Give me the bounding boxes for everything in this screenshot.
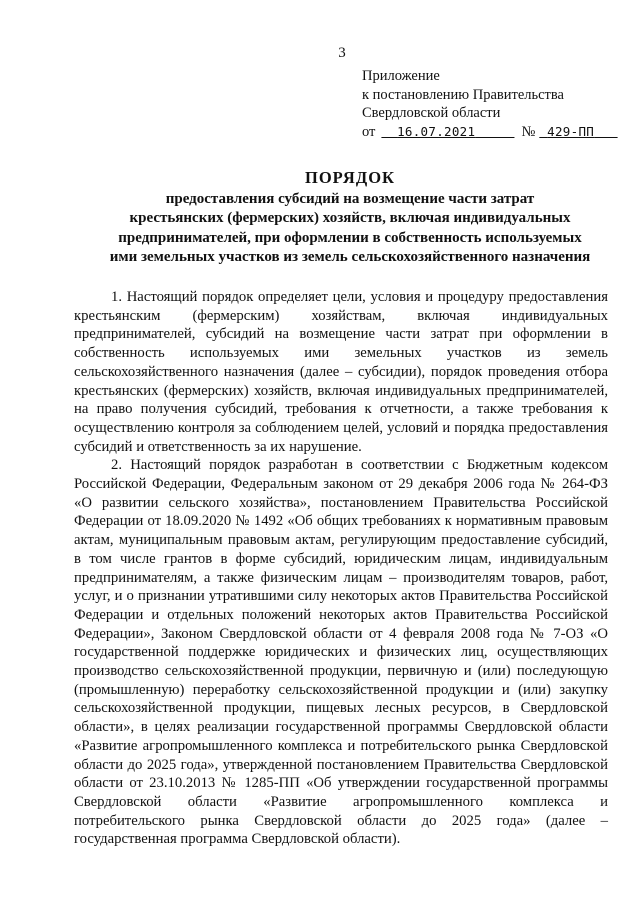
title-line-4: ими земельных участков из земель сельскохозяйственного назначения	[109, 248, 591, 265]
number-prefix: №	[521, 123, 536, 140]
document-body	[74, 288, 608, 849]
appendix-date-number	[362, 123, 618, 142]
title-line-1: предоставления субсидий на возмещение части затрат	[165, 191, 535, 207]
paragraph-1: 1. Настоящий порядок определяет цели, условия и процедуру предоставления крестьянским (фермерским) хозяйствам, включая индивидуальных предпринимателей, субсидий на возмещение части затрат при оформлении в собственность используемых ими земельных участков из земель сельскохозяйственного назначения (далее – субсидии), порядок проведения отбора крестьянских (фермерских) хозяйств, включая индивидуальных предпринимателей, на право получения субсидий, требования к отчетности, а также требования к осуществлению контроля за соблюдением целей, условий и порядка предоставления субсидий и ответственность за их нарушение.	[74, 289, 608, 455]
number-value: 429-ПП	[547, 123, 595, 139]
title-main: ПОРЯДОК	[305, 168, 395, 187]
document-title	[100, 168, 600, 267]
page-number: 3	[338, 45, 346, 61]
appendix-header	[362, 67, 618, 141]
title-line-2: крестьянских (фермерских) хозяйств, включая индивидуальных	[129, 210, 571, 227]
date-prefix: от	[362, 123, 376, 140]
title-line-3: предпринимателей, при оформлении в собственность используемых	[118, 229, 582, 246]
appendix-title: Приложение	[362, 68, 440, 84]
appendix-reference: к постановлению Правительства	[362, 86, 564, 103]
date-value: 16.07.2021	[397, 123, 476, 139]
appendix-region: Свердловской области	[362, 105, 501, 121]
paragraph-2: 2. Настоящий порядок разработан в соответствии с Бюджетным кодексом Российской Федерации, Федеральным законом от 29 декабря 2006 года № 264-ФЗ «О развитии сельского хозяйства», постановлением Правительства Российской Федерации от 18.09.2020 № 1492 «Об общих требованиях к нормативным правовым актам, муниципальным правовым актам, регулирующим предоставление субсидий, в том числе грантов в форме субсидий, юридическим лицам, индивидуальным предпринимателям, а также физическим лицам – производителям товаров, работ, услуг, и о признании утратившими силу некоторых актов Правительства Российской Федерации и отдельных положений некоторых актов Правительства Российской Федерации», Законом Свердловской области от 4 февраля 2008 года № 7-ОЗ «О государственной поддержке юридических и физических лиц, осуществляющих производство сельскохозяйственной продукции, первичную и (или) последующую (промышленную) переработку сельскохозяйственной продукции и (или) закупку сельскохозяйственной продукции, пищевых лесных ресурсов, в Свердловской области», в целях реализации государственной программы Свердловской области «Развитие агропромышленного комплекса и потребительского рынка Свердловской области до 2025 года», утвержденной постановлением Правительства Свердловской области от 23.10.2013 № 1285-ПП «Об утверждении государственной программы Свердловской области «Развитие агропромышленного комплекса и потребительского рынка Свердловской области до 2025 года» (далее – государственная программа Свердловской области).	[74, 457, 608, 848]
